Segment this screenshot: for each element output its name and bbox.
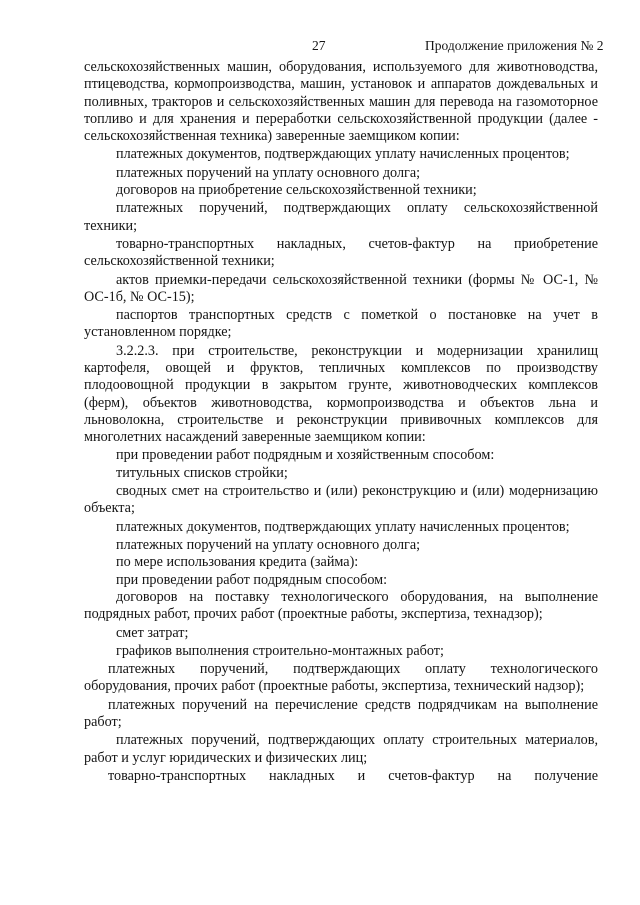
paragraph: актов приемки-передачи сельскохозяйственной техники (формы № ОС-1, № ОС-1б, № ОС-15); bbox=[84, 271, 598, 305]
paragraph: платежных поручений, подтверждающих оплату технологического оборудования, прочих работ (проектные работы, экспертиза, технический надзор); bbox=[84, 661, 598, 695]
paragraph: платежных документов, подтверждающих уплату начисленных процентов; bbox=[116, 146, 570, 163]
paragraph: договоров на поставку технологического оборудования, на выполнение подрядных работ, прочих работ (проектные работы, экспертиза, технадзор); bbox=[84, 588, 598, 623]
paragraph: 3.2.2.3. при строительстве, реконструкции и модернизации хранилищ картофеля, овощей и фруктов, тепличных комплексов по производству плодоовощной продукции в закрытом грунте, животноводческих комплексов (ферм), объектов животноводства, кормопроизводства и объектов льна и льноволокна, строительстве и реконструкции прививочных комплексов для многолетних насаждений заверенные заемщиком копии: bbox=[84, 342, 598, 446]
paragraph: при проведении работ подрядным способом: bbox=[116, 571, 388, 588]
paragraph: платежных поручений на уплату основного долга; bbox=[116, 164, 421, 181]
paragraph: договоров на приобретение сельскохозяйственной техники; bbox=[116, 182, 477, 199]
paragraph: при проведении работ подрядным и хозяйственным способом: bbox=[116, 446, 495, 463]
paragraph: графиков выполнения строительно-монтажных работ; bbox=[116, 642, 444, 659]
paragraph: платежных поручений на уплату основного долга; bbox=[116, 537, 421, 554]
appendix-continuation-label: Продолжение приложения № 2 bbox=[425, 38, 604, 53]
paragraph: сводных смет на строительство и (или) реконструкцию и (или) модернизацию объекта; bbox=[84, 483, 598, 517]
paragraph: платежных поручений, подтверждающих оплату строительных материалов, работ и услуг юридических и физических лиц; bbox=[84, 732, 598, 766]
paragraph: сельскохозяйственных машин, оборудования, используемого для животноводства, птицеводства, кормопроизводства, машин, установок и аппаратов дождевальных и поливных, тракторов и сельскохозяйственных машин для перевода на газомоторное топливо и для хранения и переработки сельскохозяйственной продукции (далее - сельскохозяйственная техника) заверенные заемщиком копии: bbox=[84, 59, 598, 145]
document-body bbox=[84, 59, 598, 785]
paragraph: по мере использования кредита (займа): bbox=[116, 554, 359, 571]
paragraph: платежных поручений, подтверждающих оплату сельскохозяйственной техники; bbox=[84, 200, 598, 234]
paragraph: платежных поручений на перечисление средств подрядчикам на выполнение работ; bbox=[84, 696, 598, 730]
paragraph: товарно-транспортных накладных и счетов-фактур на получение bbox=[108, 767, 598, 784]
paragraph: паспортов транспортных средств с пометкой о постановке на учет в установленном порядке; bbox=[84, 307, 598, 341]
paragraph: титульных списков стройки; bbox=[116, 464, 288, 481]
paragraph: платежных документов, подтверждающих уплату начисленных процентов; bbox=[116, 518, 570, 535]
paragraph: смет затрат; bbox=[116, 624, 189, 641]
page-number: 27 bbox=[312, 38, 326, 53]
paragraph: товарно-транспортных накладных, счетов-фактур на приобретение сельскохозяйственной техники; bbox=[84, 235, 598, 270]
